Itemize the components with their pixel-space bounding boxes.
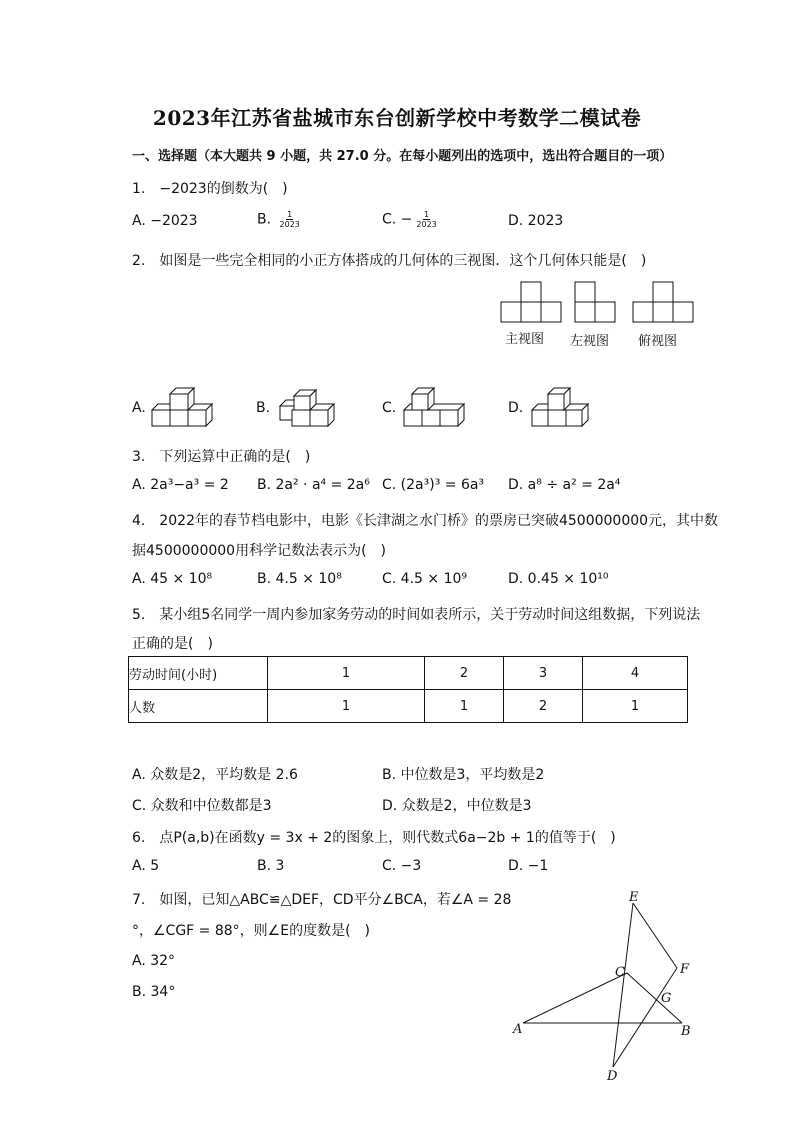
point-label: C <box>615 965 625 980</box>
q4-option-d: D. 0.45 × 10¹⁰ <box>508 571 609 587</box>
question-7-stem-line-1: 7. 如图，已知△ABC≌△DEF，CD平分∠BCA，若∠A = 28 <box>132 892 512 908</box>
q2-option-c-label: C. <box>382 400 397 416</box>
q1-c-numerator: 1 <box>424 210 430 219</box>
point-label: B <box>681 1024 691 1039</box>
table-cell: 2 <box>425 657 504 690</box>
table-cell: 2 <box>504 690 583 723</box>
point-label: E <box>629 890 639 905</box>
q3-option-d: D. a⁸ ÷ a² = 2a⁴ <box>508 477 621 493</box>
q1-option-b <box>257 210 300 229</box>
q3-option-b: B. 2a² · a⁴ = 2a⁶ <box>257 477 370 493</box>
q7-option-a: A. 32° <box>132 953 176 969</box>
question-4-stem-line-2: 据4500000000用科学记数法表示为( ) <box>132 543 386 559</box>
q1-option-d: D. 2023 <box>508 213 564 229</box>
q4-option-a: A. 45 × 10⁸ <box>132 571 213 587</box>
point-label: F <box>680 962 690 977</box>
point-label: G <box>661 991 672 1006</box>
table-cell: 劳动时间(小时) <box>129 657 268 690</box>
q2-option-b-label: B. <box>256 400 271 416</box>
triangle-figure <box>505 885 705 1085</box>
question-6-stem: 6. 点P(a,b)在函数y = 3x + 2的图象上，则代数式6a−2b + 1的值等于( ) <box>132 830 616 846</box>
table-cell: 1 <box>425 690 504 723</box>
q5-option-c: C. 众数和中位数都是3 <box>132 798 272 814</box>
q1-option-b-fraction <box>280 210 300 229</box>
three-views-figure <box>495 278 700 328</box>
section-heading: 一、选择题（本大题共 9 小题，共 27.0 分。在每小题列出的选项中，选出符合题目的一项） <box>132 149 673 164</box>
q2-option-a-solid <box>148 382 218 430</box>
line-ef <box>633 903 677 968</box>
q6-option-c: C. −3 <box>382 858 422 874</box>
q1-b-denominator: 2023 <box>279 220 300 229</box>
q1-option-b-label: B. <box>257 211 272 228</box>
q7-option-b: B. 34° <box>132 984 176 1000</box>
line-cb <box>627 973 682 1023</box>
table-row <box>129 657 688 690</box>
q3-option-a: A. 2a³−a³ = 2 <box>132 477 229 493</box>
q6-option-d: D. −1 <box>508 858 549 874</box>
table-cell: 人数 <box>129 690 268 723</box>
q5-option-d: D. 众数是2，中位数是3 <box>382 798 532 814</box>
top-view-label: 俯视图 <box>638 334 678 349</box>
q5-option-b: B. 中位数是3，平均数是2 <box>382 767 545 783</box>
question-2-stem: 2. 如图是一些完全相同的小正方体搭成的几何体的三视图．这个几何体只能是( ) <box>132 253 647 269</box>
point-label: D <box>607 1069 618 1084</box>
table-cell: 1 <box>268 657 425 690</box>
q1-option-a: A. −2023 <box>132 213 198 229</box>
labor-time-table <box>128 656 688 723</box>
line-ac <box>523 973 627 1023</box>
q1-option-c-fraction <box>416 210 436 229</box>
front-view-label: 主视图 <box>505 332 545 347</box>
q3-option-c: C. (2a³)³ = 6a³ <box>382 477 485 493</box>
question-4-stem-line-1: 4. 2022年的春节档电影中，电影《长津湖之水门桥》的票房已突破4500000000元，其中数 <box>132 513 719 529</box>
question-5-stem-line-2: 正确的是( ) <box>132 636 213 652</box>
table-row <box>129 690 688 723</box>
q1-option-c <box>382 210 437 229</box>
q2-option-c-solid <box>398 382 468 430</box>
point-label: A <box>513 1022 523 1037</box>
q2-option-d-label: D. <box>508 400 524 416</box>
q6-option-b: B. 3 <box>257 858 285 874</box>
q2-option-d-solid <box>526 382 596 430</box>
q2-option-b-solid <box>272 382 342 430</box>
q1-c-denominator: 2023 <box>416 220 437 229</box>
table-cell: 3 <box>504 657 583 690</box>
question-5-stem-line-1: 5. 某小组5名同学一周内参加家务劳动的时间如表所示，关于劳动时间这组数据，下列说法 <box>132 607 701 623</box>
table-cell: 1 <box>268 690 425 723</box>
q6-option-a: A. 5 <box>132 858 160 874</box>
q4-option-c: C. 4.5 × 10⁹ <box>382 571 467 587</box>
q5-option-a: A. 众数是2，平均数是 2.6 <box>132 767 298 783</box>
table-cell: 4 <box>583 657 688 690</box>
q1-b-numerator: 1 <box>287 210 293 219</box>
table-cell: 1 <box>583 690 688 723</box>
q2-option-a-label: A. <box>132 400 146 416</box>
left-view-label: 左视图 <box>570 334 610 349</box>
exam-title: 2023年江苏省盐城市东台创新学校中考数学二模试卷 <box>152 106 642 130</box>
line-ed <box>613 903 633 1067</box>
question-7-stem-line-2: °，∠CGF = 88°，则∠E的度数是( ) <box>132 923 370 939</box>
question-3-stem: 3. 下列运算中正确的是( ) <box>132 449 311 465</box>
q4-option-b: B. 4.5 × 10⁸ <box>257 571 342 587</box>
question-1-stem: 1. −2023的倒数为( ) <box>132 181 288 197</box>
line-fd <box>613 968 677 1067</box>
q1-option-c-label: C. − <box>382 211 413 228</box>
